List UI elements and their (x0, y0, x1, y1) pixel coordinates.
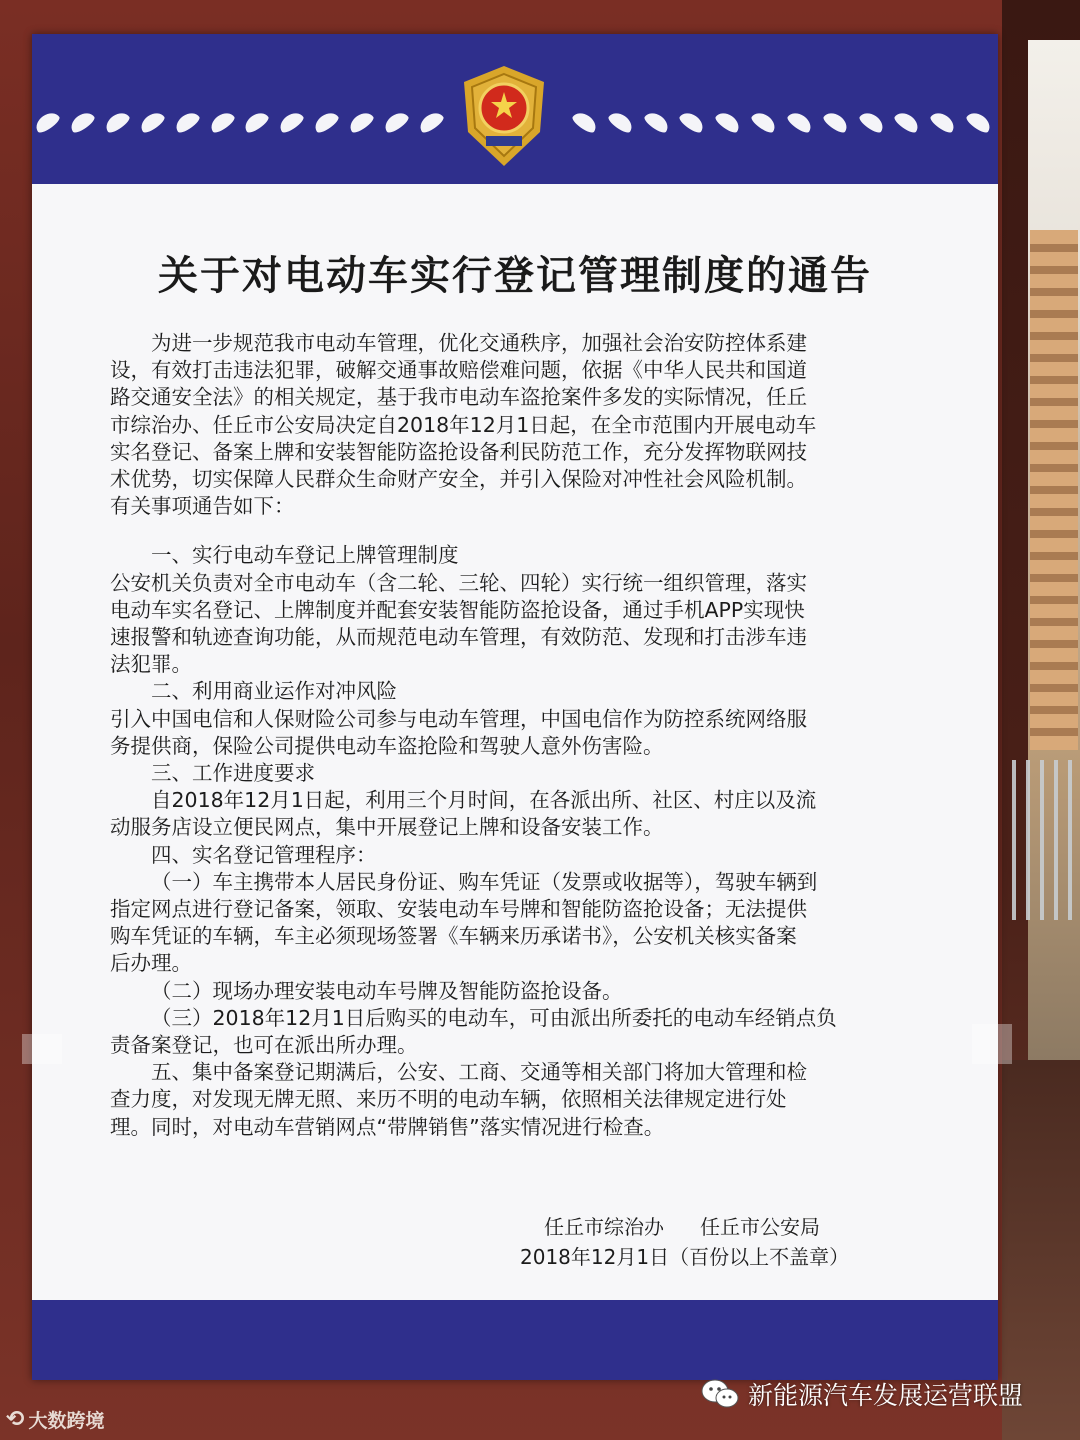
watermark-right-text: 新能源汽车发展运营联盟 (748, 1381, 1024, 1410)
police-emblem-icon (456, 62, 552, 172)
signature-block (520, 1212, 940, 1272)
section5-line: 五、集中备案登记期满后，公安、工商、交通等相关部门将加大管理和检 (151, 1060, 807, 1085)
section4-item1-line: （一）车主携带本人居民身份证、购车凭证（发票或收据等），驾驶车辆到 (151, 869, 818, 894)
section4-item1-line: 购车凭证的车辆，车主必须现场签署《车辆来历承诺书》，公安机关核实备案 (110, 924, 797, 949)
watermark-right (700, 1374, 1023, 1414)
section4-item3-line: （三）2018年12月1日后购买的电动车，可由派出所委托的电动车经销点负 (151, 1005, 837, 1030)
section2-heading: 二、利用商业运作对冲风险 (151, 679, 397, 704)
laurel-right-decoration (572, 102, 992, 142)
section3-heading: 三、工作进度要求 (151, 761, 315, 786)
section4-heading: 四、实名登记管理程序： (151, 842, 377, 867)
tape-strip (22, 1034, 62, 1064)
intro-line: 设，有效打击违法犯罪，破解交通事故赔偿难问题，依据《中华人民共和国道 (110, 358, 807, 383)
section4-item2: （二）现场办理安装电动车号牌及智能防盗抢设备。 (151, 978, 623, 1003)
notice-body (110, 330, 940, 1141)
notice-poster (32, 34, 998, 1380)
date-line: 2018年12月1日（百份以上不盖章） (520, 1245, 850, 1269)
distant-building (1030, 230, 1078, 750)
section1-heading: 一、实行电动车登记上牌管理制度 (151, 543, 459, 568)
intro-line: 实名登记、备案上牌和安装智能防盗抢设备利民防范工作，充分发挥物联网技 (110, 439, 807, 464)
section5-line: 理。同时，对电动车营销网点“带牌销售”落实情况进行检查。 (110, 1114, 665, 1139)
signatory-1: 任丘市综治办 (544, 1215, 664, 1239)
section4-item1-line: 指定网点进行登记备案，领取、安装电动车号牌和智能防盗抢设备；无法提供 (110, 897, 807, 922)
poster-footer-band (32, 1300, 998, 1380)
tape-strip (972, 1024, 1012, 1064)
section4-item3-line: 责备案登记，也可在派出所办理。 (110, 1033, 418, 1058)
watermark-left-text: 大数跨境 (28, 1409, 105, 1432)
wechat-icon (700, 1378, 740, 1410)
section3-line: 自2018年12月1日起，利用三个月时间，在各派出所、社区、村庄以及流 (151, 788, 817, 813)
intro-line: 有关事项通告如下： (110, 494, 295, 519)
brand-logo-icon: ⟲ (6, 1406, 25, 1432)
balcony-railing (1012, 760, 1072, 920)
section2-line: 务提供商，保险公司提供电动车盗抢险和驾驶人意外伤害险。 (110, 733, 664, 758)
section1-line: 电动车实名登记、上牌制度并配套安装智能防盗抢设备，通过手机APP实现快 (110, 597, 805, 622)
section1-line: 法犯罪。 (110, 652, 192, 677)
section4-item1-line: 后办理。 (110, 951, 192, 976)
notice-title: 关于对电动车实行登记管理制度的通告 (158, 252, 872, 299)
laurel-left-decoration (34, 102, 444, 142)
section2-line: 引入中国电信和人保财险公司参与电动车管理，中国电信作为防控系统网络服 (110, 706, 807, 731)
section3-line: 动服务店设立便民网点，集中开展登记上牌和设备安装工作。 (110, 815, 664, 840)
intro-line: 为进一步规范我市电动车管理，优化交通秩序，加强社会治安防控体系建 (151, 331, 807, 355)
section1-line: 速报警和轨迹查询功能，从而规范电动车管理，有效防范、发现和打击涉车违 (110, 625, 807, 650)
intro-line: 路交通安全法》的相关规定，基于我市电动车盗抢案件多发的实际情况，任丘 (110, 385, 807, 410)
section5-line: 查力度，对发现无牌无照、来历不明的电动车辆，依照相关法律规定进行处 (110, 1087, 787, 1112)
watermark-left (6, 1404, 104, 1434)
intro-line: 市综治办、任丘市公安局决定自2018年12月1日起，在全市范围内开展电动车 (110, 412, 817, 437)
intro-line: 术优势，切实保障人民群众生命财产安全，并引入保险对冲性社会风险机制。 (110, 467, 807, 492)
section1-line: 公安机关负责对全市电动车（含二轮、三轮、四轮）实行统一组织管理，落实 (110, 570, 807, 595)
signatory-2: 任丘市公安局 (700, 1215, 820, 1239)
